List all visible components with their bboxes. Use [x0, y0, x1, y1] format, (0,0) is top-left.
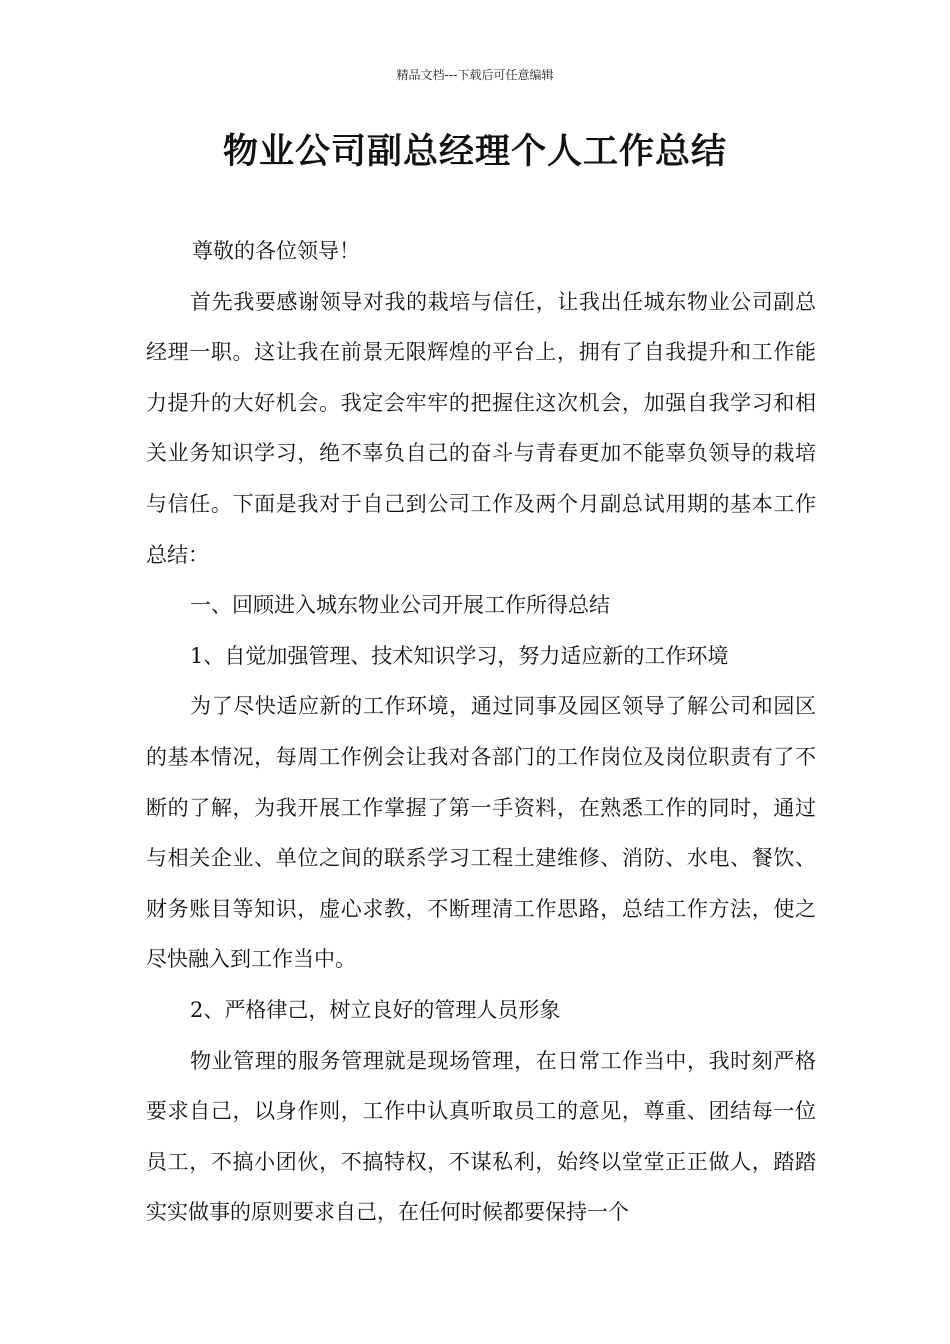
paragraph-adaptation: 为了尽快适应新的工作环境，通过同事及园区领导了解公司和园区的基本情况，每周工作例会让我对各部门的工作岗位及岗位职责有了不断的了解，为我开展工作掌握了第一手资料，在熟悉工作的同时，通过与相关企业、单位之间的联系学习工程土建维修、消防、水电、餐饮、财务账目等知识，虚心求教，不断理清工作思路，总结工作方法，使之尽快融入到工作当中。 — [146, 694, 816, 972]
header-note: 精品文档---下载后可任意编辑 — [396, 68, 554, 82]
paragraph-intro: 首先我要感谢领导对我的栽培与信任，让我出任城东物业公司副总经理一职。这让我在前景无限辉煌的平台上，拥有了自我提升和工作能力提升的大好机会。我定会牢牢的把握住这次机会，加强自我学习和相关业务知识学习，绝不辜负自己的奋斗与青春更加不能辜负领导的栽培与信任。下面是我对于自己到公司工作及两个月副总试用期的基本工作总结： — [146, 289, 816, 567]
document-body — [146, 226, 816, 1238]
paragraph-self-discipline: 物业管理的服务管理就是现场管理，在日常工作当中，我时刻严格要求自己，以身作则，工作中认真听取员工的意见，尊重、团结每一位员工，不搞小团伙，不搞特权，不谋私利，始终以堂堂正正做人，踏踏实实做事的原则要求自己，在任何时候都要保持一个 — [146, 1048, 816, 1225]
section-heading-1: 一、回顾进入城东物业公司开展工作所得总结 — [190, 593, 610, 618]
document-title: 物业公司副总经理个人工作总结 — [222, 132, 727, 172]
subheading-2: 2、严格律己，树立良好的管理人员形象 — [190, 997, 561, 1022]
subheading-1: 1、自觉加强管理、技术知识学习，努力适应新的工作环境 — [190, 643, 729, 668]
salutation: 尊敬的各位领导！ — [192, 239, 360, 263]
